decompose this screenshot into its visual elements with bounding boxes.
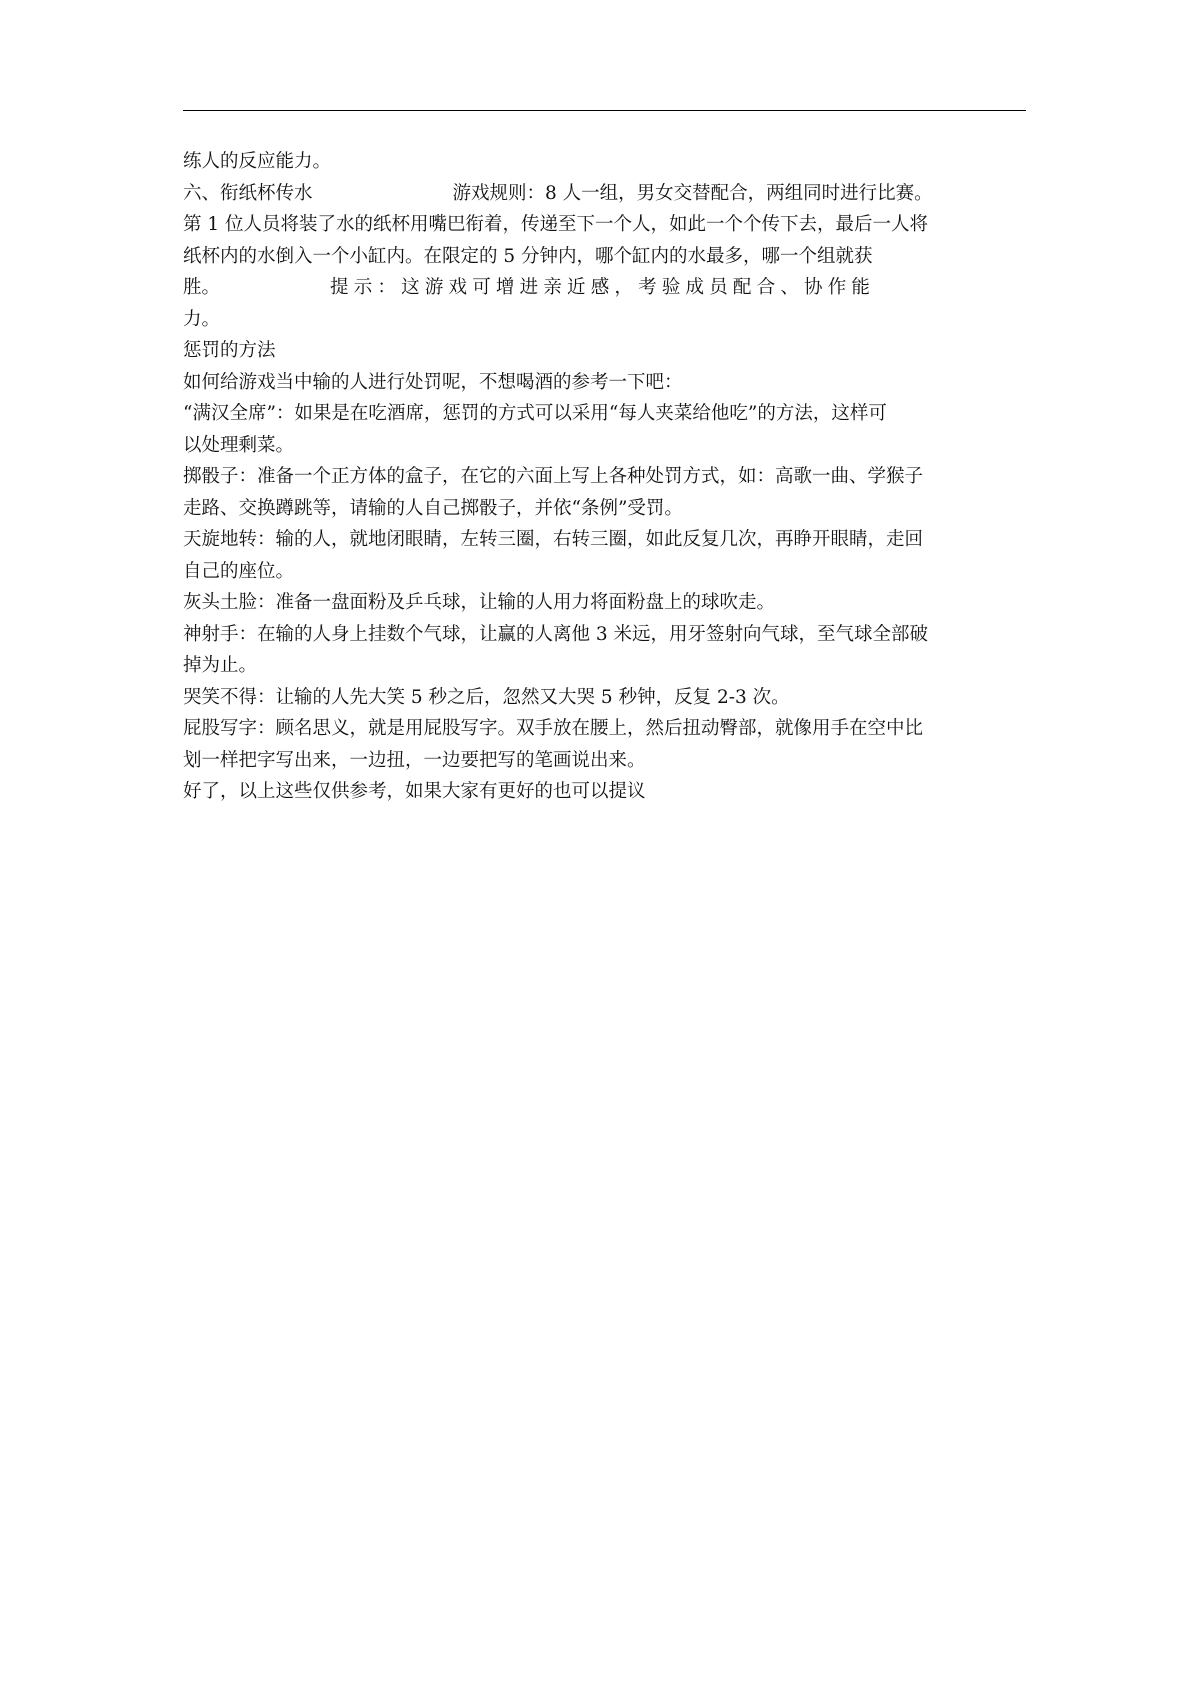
paragraph-line: 第 1 位人员将装了水的纸杯用嘴巴衔着，传递至下一个人，如此一个个传下去，最后一人将 <box>183 214 929 235</box>
paragraph-line: 天旋地转：输的人，就地闭眼睛，左转三圈，右转三圈，如此反复几次，再睁开眼睛，走回 <box>183 529 924 550</box>
penalty-heading: 惩罚的方法 <box>183 340 276 361</box>
paragraph-line: 神射手：在输的人身上挂数个气球，让赢的人离他 3 米远，用牙签射向气球，至气球全部破 <box>183 623 929 645</box>
paragraph-line: 掷骰子：准备一个正方体的盒子，在它的六面上写上各种处罚方式，如：高歌一曲、学猴子 <box>183 466 924 487</box>
section-heading: 六、衔纸杯传水 <box>183 182 313 204</box>
paragraph-line: 走路、交换蹲跳等，请输的人自己掷骰子，并依“条例”受罚。 <box>183 497 683 519</box>
paragraph-line: “满汉全席”：如果是在吃酒席，惩罚的方式可以采用“每人夹菜给他吃”的方法，这样可 <box>183 403 887 424</box>
hint-text: 提示：这游戏可增进亲近感，考验成员配合、协作能 <box>330 277 876 298</box>
header-rule <box>183 110 1026 111</box>
paragraph-line: 如何给游戏当中输的人进行处罚呢，不想喝酒的参考一下吧： <box>183 371 683 393</box>
paragraph-line: 以处理剩菜。 <box>183 434 295 456</box>
paragraph-line: 练人的反应能力。 <box>183 151 332 172</box>
paragraph-line: 屁股写字：顾名思义，就是用屁股写字。双手放在腰上，然后扭动臀部，就像用手在空中比 <box>183 718 924 739</box>
paragraph-line: 力。 <box>183 308 221 330</box>
paragraph-line <box>183 272 1026 304</box>
win-text: 胜。 <box>183 277 221 298</box>
document-body <box>183 146 1026 808</box>
paragraph-line: 掉为止。 <box>183 655 258 676</box>
paragraph-line: 好了，以上这些仅供参考，如果大家有更好的也可以提议 <box>183 781 646 802</box>
paragraph-line: 纸杯内的水倒入一个小缸内。在限定的 5 分钟内，哪个缸内的水最多，哪一个组就获 <box>183 245 873 267</box>
paragraph-line: 自己的座位。 <box>183 560 295 582</box>
section-heading-line <box>183 178 1026 210</box>
paragraph-line: 哭笑不得：让输的人先大笑 5 秒之后，忽然又大哭 5 秒钟，反复 2-3 次。 <box>183 686 790 708</box>
paragraph-line: 划一样把字写出来，一边扭，一边要把写的笔画说出来。 <box>183 749 646 771</box>
game-rules-text: 游戏规则：8 人一组，男女交替配合，两组同时进行比赛。 <box>452 182 933 204</box>
paragraph-line: 灰头土脸：准备一盘面粉及乒乓球，让输的人用力将面粉盘上的球吹走。 <box>183 592 776 613</box>
